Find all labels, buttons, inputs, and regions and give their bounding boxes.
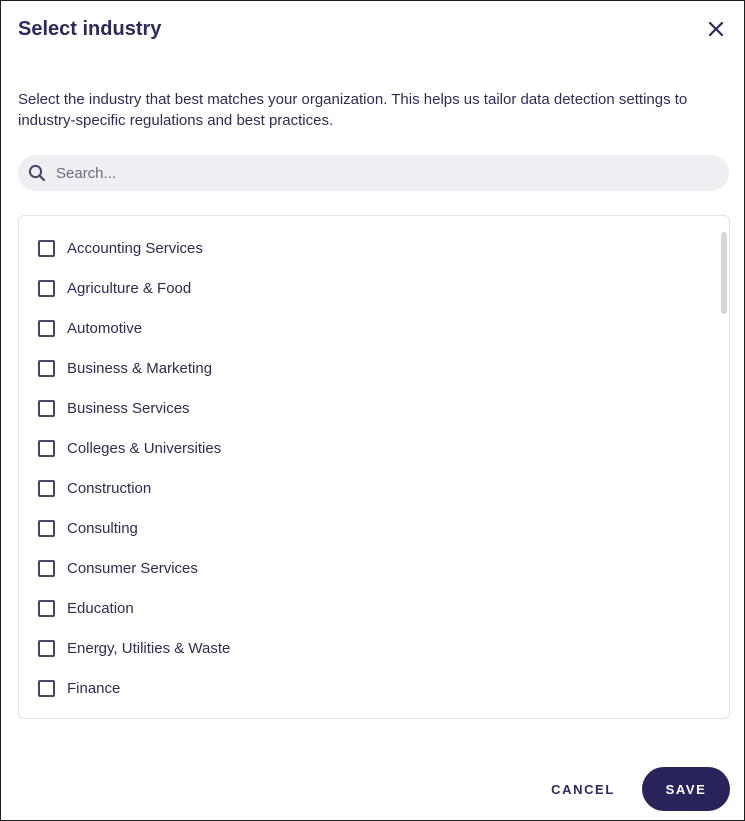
checkbox[interactable]	[38, 280, 55, 297]
close-icon	[704, 17, 728, 41]
search-input[interactable]	[56, 155, 716, 191]
industry-option[interactable]	[19, 628, 709, 668]
industry-option[interactable]	[19, 548, 709, 588]
industry-option[interactable]	[19, 388, 709, 428]
industry-option[interactable]	[19, 308, 709, 348]
industry-option-label: Business & Marketing	[67, 359, 213, 377]
industry-option[interactable]	[19, 428, 709, 468]
industry-option-label: Colleges & Universities	[67, 439, 222, 457]
industry-option-label: Automotive	[67, 319, 143, 337]
checkbox[interactable]	[38, 600, 55, 617]
industry-option-label: Consulting	[67, 519, 138, 537]
industry-option[interactable]	[19, 508, 709, 548]
industry-option-label: Construction	[67, 479, 152, 497]
close-button[interactable]	[704, 17, 728, 41]
cancel-button[interactable]: CANCEL	[543, 771, 623, 807]
industry-list-panel	[18, 215, 730, 719]
save-button[interactable]: SAVE	[642, 767, 730, 811]
checkbox[interactable]	[38, 440, 55, 457]
dialog-description: Select the industry that best matches your organization. This helps us tailor data detection settings to industry-specific regulations and best practices.	[18, 91, 688, 129]
search-box[interactable]	[18, 155, 729, 191]
industry-option[interactable]	[19, 588, 709, 628]
industry-option-label: Accounting Services	[67, 239, 203, 257]
industry-option[interactable]	[19, 228, 709, 268]
checkbox[interactable]	[38, 240, 55, 257]
checkbox[interactable]	[38, 400, 55, 417]
checkbox[interactable]	[38, 640, 55, 657]
checkbox[interactable]	[38, 480, 55, 497]
checkbox[interactable]	[38, 520, 55, 537]
industry-option-label: Agriculture & Food	[67, 279, 192, 297]
dialog-title: Select industry	[18, 18, 162, 40]
industry-list	[19, 228, 709, 708]
industry-option[interactable]	[19, 468, 709, 508]
industry-option-label: Education	[67, 599, 134, 617]
checkbox[interactable]	[38, 680, 55, 697]
industry-option[interactable]	[19, 348, 709, 388]
scrollbar-thumb[interactable]	[721, 232, 727, 314]
industry-option-label: Energy, Utilities & Waste	[67, 639, 231, 657]
industry-option-label: Finance	[67, 679, 121, 697]
checkbox[interactable]	[38, 560, 55, 577]
industry-option[interactable]	[19, 668, 709, 708]
checkbox[interactable]	[38, 360, 55, 377]
industry-option-label: Business Services	[67, 399, 190, 417]
industry-option[interactable]	[19, 268, 709, 308]
search-icon	[28, 164, 46, 182]
industry-option-label: Consumer Services	[67, 559, 198, 577]
scrollbar[interactable]	[721, 232, 727, 702]
checkbox[interactable]	[38, 320, 55, 337]
